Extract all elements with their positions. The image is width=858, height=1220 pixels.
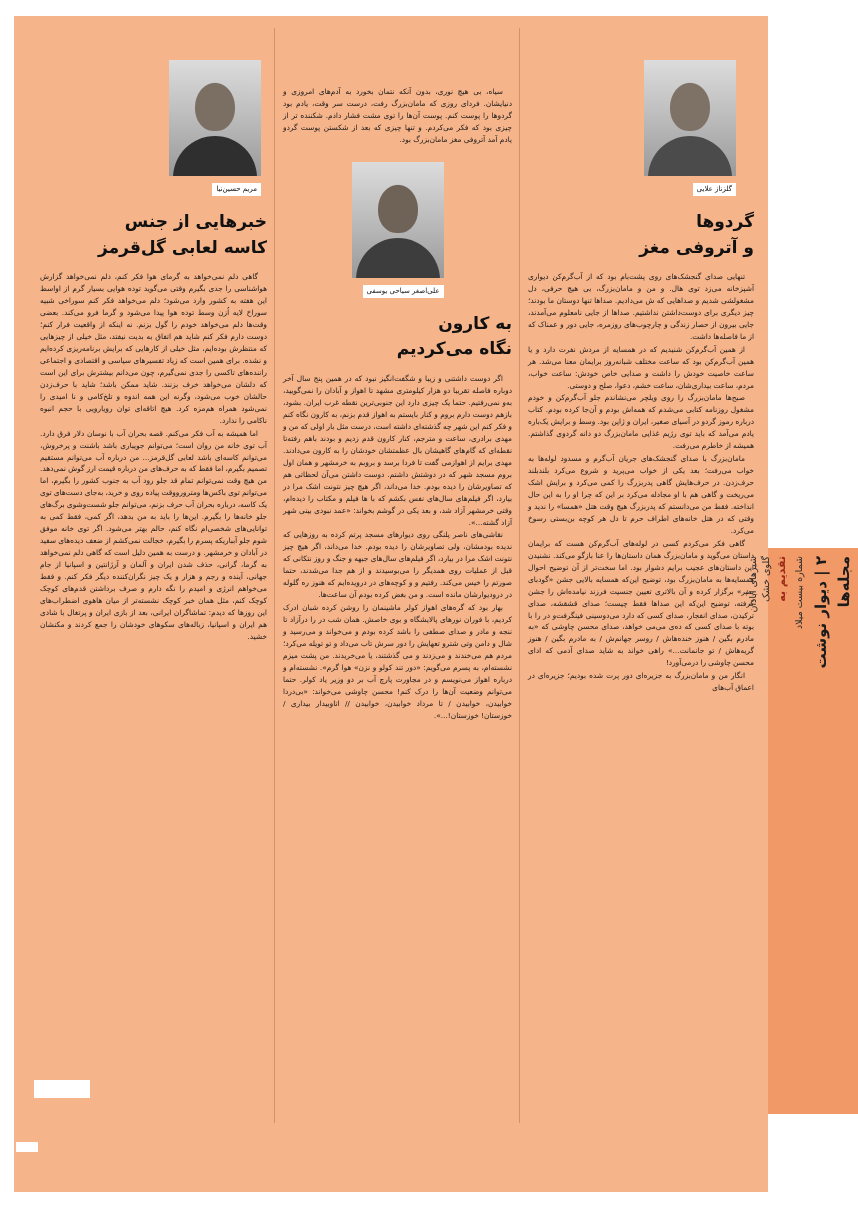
spine-section-label: مجله‌ها: [834, 556, 853, 608]
spine-sub-line-2: شیرهای آبادان: [747, 556, 759, 613]
paragraph: مامان‌بزرگ با صدای گنجشک‌های جریان آب‌گرم و مسدود لوله‌ها به خواب می‌رفت؛ بعد یکی از خواب می‌پرید و شروع می‌کرد بلندبلند حرف‌زدن. در حرف‌هایش گاهی پدربزرگ را کمی می‌کرد و برایش اشک می‌ریخت و گاهی هم با او مجادله می‌کرد بر این که چرا او را به این حال انداخته. فقط من می‌دانستم که پدربزرگ هیچ وقت هتل «همسا» را ندید و وقتی که در هتل خانه‌های اطراف حرم تا دل هر کوچه بن‌بستی رسوخ می‌کرد.: [528, 453, 754, 535]
headline-news: [40, 210, 267, 261]
byline-golnaz-alaei: گلزناز علایی: [693, 183, 736, 196]
body-news: [40, 271, 267, 643]
spine-issue-line: شماره بیست میلاد: [793, 556, 805, 630]
paragraph: بهار بود که گره‌های اهواز کولر ماشینمان را روشن کرده شبان ادرک کردیم، با فوران نورهای پالایشگاه و بوی خاصش. همان شب در را درآزاد تا ننجه و مادر و صدای صطفی را باشد کرده بودم و می‌خواند و می‌رسید و شال و دامن وتی شترو تعهایش را دور سرش تاب می‌داد و تو تویله می‌کرد؛ مردم هم می‌خندند و می‌زدند و می گذشتند، یا می‌خریدند. من پشت میزم نشسته‌ام، به پسرم می‌گویم: «دور تند کولو و نزن» هوا گرم». نشسته‌ام و درباره اهواز می‌نویسم و در مجاورت پارچ آب بر دو وزیر یاد کولر. حتما می‌توانم وضعیت آن‌ها را درک کنم! محسن چاوشی می‌خواند: «بی‌دردا خوابیدن، خوابیدن / تا مرداد خوابیدن، خوابیدن // اتاوبیدار بیداری / خوزستان! خوزستان!...».: [283, 603, 512, 720]
paragraph: از همین آب‌گرم‌کن شنیدیم که در همسایه از مردش نفرت دارد و یا همین آب‌گرم‌کن بود که ساعت مختلف شبانه‌روز برایمان معنا می‌شد. هر ساعت خاصیت خودش را داشت و صدایی خاص خودش: ساعت خواب، مردم، ساعت بیداری‌شان، ساعت خشم، دعوا، صلح و دوستی.: [528, 344, 754, 390]
article-walnuts: [520, 60, 762, 1160]
headline-caravan: [283, 312, 512, 363]
article-news: [32, 60, 275, 1160]
top-trim: [14, 0, 858, 16]
paragraph: اگر دوست داشتنی و زیبا و شگفت‌انگیز نبود که در همین پنج سال آخر دوباره فاصله تقریبا دو هزار کیلومتری مشهد تا اهواز و آبادان را نمی‌گویید، به‌و نمی‌رفتیم. حتما یک چیزی دارد این جنوبی‌ترین نقطه غرب ایران. بشود، بازهم دوست دارم بروم و کنار بایستم به اهواز قدم بزنم، به کارون نگاه کنم و فکر کنم این شهر چه گذشته‌ای داشته است، درست مثل بار اولی که من و مهدی برادری، ساعت و مترجم، کنار کارون قدم زدیم و بودند باهم رفته‌تا نقطه‌ای که گام‌های گاهیشان بال عظمتشان خودشان را به کارون می‌دادند. مهدی برایم از اهوازمی گفت تا فردا برسد و بروبم به خرمشهر و همان اول بروم مسجد شهر که در دوشتش داشتم. دوست داشتن می‌آن لحظاتی هم که تصاویرشان را دیده بودم. خدا می‌داند، اگر هیچ چیز نتونت اشک مرا در بیارد، اگر فیلم‌های سال‌های نفس بکشم که با ها فیلم و مکتاب را دیده‌ام، وقتی خرمشهر آزاد شد، و بعد یکی در گوشم بخواند: «عمد نبودی بینی شهر آزاد گشته...».: [283, 373, 512, 527]
spine-divider: |: [812, 570, 830, 582]
author-photo-maryam-hosseinnia: [169, 60, 261, 176]
body-walnuts: [528, 271, 754, 694]
spine-page-number-text: ۲: [812, 556, 830, 566]
intro-caravan: [283, 86, 512, 146]
spine-text-block: [747, 556, 853, 1116]
photo-head-shape: [195, 83, 235, 131]
paragraph: تنهایی صدای گنجشک‌های روی پشت‌بام بود که از آب‌گرم‌کن دیواری آشپزخانه می‌زد توی هال. و من و مامان‌بزرگ، بی هیچ حرفی، دل مشغولشی شدیم و صداهایی که ش می‌دادیم. صداها تنها دوستان ما بودند؛ چیز دیگری برای دوست‌داشتن نداشتیم. صداها از جایی نامعلوم می‌آمدند، جایی بیرون از حصار زندگی و چارچوب‌های روزمره، جایی دور و عمناک که از ما فاصله‌ها داشت.: [528, 272, 754, 341]
headline-walnuts-line2: و آتروفی مغز: [639, 237, 754, 258]
paragraph: نقاشی‌های ناصر پلنگی روی دیوارهای مسجد پرتم کرده به روزهایی که نديده بودمشان، ولی تصاویرشان را دیده بودم. خدا می‌داند، اگر هیچ چیز نتونت اشک مرا در بیارد، اگر فیلم‌های سال‌های جبهه و جنگ و روز نتکانی که قبل از عملیات روی همدیگر را می‌بوسیدند و از هم جدا می‌شدند، حتما صورتم را خیس می‌کند. رفتیم و و کوچه‌های در درویده‌ایم که هنوز ره گلوله در درودیوارشان مانده است. و من بغض کرده بودم آن ساعت‌ها.: [283, 530, 512, 600]
paragraph: سیاه، بی هیچ نوری، بدون آنکه نتمان بخورد به آدم‌های امروزی و دنیایشان. فردای روزی که مامان‌بزرگ رفت، درست سر وقت، یادم بود گردوها را پوست کنم. پوست آن‌ها را توی مشت فشار دادم. شکننده تر از چیزی بود که فکر می‌کردم. و تنها چیزی که بعد از شکستن پوست گردو یادم آمد آتروفی مغز مامان‌بزرگ بود.: [283, 87, 512, 144]
spine-kicker: تقدیم به: [775, 556, 789, 602]
article-caravan: [275, 60, 520, 1160]
print-mark-1: [34, 1080, 90, 1098]
body-caravan: [283, 373, 512, 722]
photo-head-shape: [670, 83, 710, 131]
spine-bottom-white: [768, 1114, 858, 1192]
spine-sub-line-1: گلوی خشک: [761, 556, 773, 602]
byline-maryam-hosseinnia: مریم حسین‌نیا: [212, 183, 261, 196]
photo-head-shape: [378, 185, 418, 233]
byline-alireza-siyahi-yousefi: علی‌اصغر سیاحی یوسفی: [363, 285, 444, 298]
paragraph: گاهی دلم نمی‌خواهد به گرمای هوا فکر کنم، دلم نمی‌خواهد گزارش هواشناسی را جدی بگیرم وقتی می‌گوید توده هوایی بسیار گرم از اواسط این هفته به کشور وارد می‌شود؛ دلم می‌خواهد فکر کنم سوراخی شبیه سوراخ لایه اُزن وسط توده هوا پیدا می‌شود و گرما فرو می‌کند. بعضی وقت‌ها دلم می‌خواهد خودم را گول بزنم. نه اینکه از واقعیت فرار کنم؛ دوست دارم فکر کنم شاید هم اتفاق به بدیت نیفتد، مثل خیلی از چیزهایی که منتظرش بوده‌ایم، مثل خیلی از کارهایی که برایش برنامه‌ریزی کرده‌ایم و نشده. برای همین است که زیاد تفسیرهای سیاسی و اقتصادی و اجتماعی راننده‌های تاکسی را جدی نمی‌گیرم، چون می‌دانم بیشترش برای این است که دلشان می‌خواهد خرف بزنند. شاید ممکن باشد؛ شاید با حرف‌زدن حالشان خوب می‌شود، وگرنه این همه اندوه و تلخ‌کامی و نا امیدی را نمی‌شود همراه هم‌مزه کرد. هیچ اتاقه‌ای توان رویارویی با حجم انبوه ناکامی را ندارد.: [40, 272, 267, 425]
spine-page-number: [813, 556, 830, 669]
headline-walnuts: [528, 210, 754, 261]
paragraph: اما همیشه به آب فکر می‌کنم. قصه بحران آب با نوسان دلار فرق دارد. آب توی خانه من روان است؛ می‌توانم جویباری باشد باشنت و پر‌خروش، می‌توانم کاسه‌ای باشد لعابی گل‌قرمز... من درباره آب می‌توانم مستقیم تصمیم بگیرم، اما فقط که به حرف‌های من درباره قیمت ارز گوش نمی‌دهد. من هیچ وقت نمی‌توانم تمام قد جلو رود آب به جنوب کشور را بگیرم، اما می‌توانم توی باکس‌ها ومترورووقت پیاده روی و خرید، به‌جای دست‌های توی یک کاسه، درباره بحران آب حرف بزنم، می‌توانم جلو شست‌و‌شوی برگ‌های جلو خانه‌ها را بگیرم. این‌ها را باید به من بدهد، اگر کمی، فقط کمی به توانایی‌های شخصی‌ام نگاه کنم، حالم بهتر می‌شود. اگر توی خانه موفق شوم جلو آبباریکه پسرم را بگیرم، خجالت نمی‌کشم از ضعف دیده‌های سفید در آبادان و خرمشهر. و درست به همین دلیل است که گاهی دلم نمی‌خواهد به گرما، گرانی، حذف شدن ایران و آلمان و آرژانتین و اسپانیا از جام جهانی، آینده و رجم و هزار و یک چیز نگران‌کننده دیگر فکر کنم. و فقط می‌خواهم انرژی و امیدم را نگه دارم و صرف برداشتن قدم‌های کوچک کوچک کنم، مثل همان خبر کوچک نشسته‌تر از میان هاهوی اضطراب‌های این روزها که دیدم: تماشاگران ایرانی، بعد از بازی ایران و پرتغال با شادی هم ایران و اسپانیا، زباله‌های سکوهای خودشان را جمع کردند و مکنشان خشید.: [40, 428, 267, 642]
headline-walnuts-line1: گردوها: [696, 212, 754, 232]
paragraph: گاهی فکر می‌کردم کسی در لوله‌های آب‌گرم‌کن هست که برایمان داستان می‌گوید و مامان‌بزرگ همان داستان‌ها را عنا بازگو می‌کند. نشنیدن این داستان‌های عجیب برایم دشوار بود. اما سخت‌تر از آن توضیح احوال همسایه‌ها به مامان‌بزرگ بود، توضیح این‌که همسایه بالایی جشن «گودبای پمپر» برگزار کرده و آن بالاتری تعیین جنسیت فرزند نیامده‌اش را جشن گرفته، توضیح این‌که این صداها فقط چیست؛ صدای قشقشه، صدای ترکیدن، صدای انفجار، صدای کسی که دارد می‌دوسینی فینگرفت‌و در را با بوته با صدای کسی که ده‌ی می‌می خواهد، صدای محسن چاوشی که «به مادرم بگین / هنوز خنده‌هاش / روسر جهانم‌ش / به مادرم بگین / هنوز گریه‌هاش / تو جانمانت...» راهی خواند به شاید صدای آدمی که ادای محسن چاوشی را درمی‌آورد!: [528, 538, 754, 668]
paragraph: انگار من و مامان‌بزرگ به جزیره‌ای دور پرت شده بودیم؛ جزیره‌ای در اعماق آب‌های: [528, 671, 754, 693]
headline-news-line2: کاسه لعابی گل‌قرمز: [98, 237, 267, 258]
spine-top-white: [768, 0, 858, 548]
left-gutter: [0, 0, 14, 1220]
paragraph: صبح‌ها مامان‌بزرگ را روی ویلچر می‌نشاندم جلو آب‌گرم‌کن و خودم مشغول روزنامه کتابی می‌شدم که همه‌اش بودم و آن‌جا کرده بودم. کتاب درباره رموز گردو در آسیای صغیر، ایران و ژاپن بود. وسط و برایش یک‌باره یادم می‌آمد که باید توی رژیم غذایی مامان‌بزرگ دو دانه گردوی گذاشتم. همیشه از خاطرم می‌رفت.: [528, 393, 754, 451]
headline-news-line1: خبرهایی از جنس: [124, 212, 267, 232]
bottom-gutter: [0, 1192, 858, 1220]
headline-caravan-line2: نگاه می‌کردیم: [396, 339, 512, 360]
author-photo-golnaz-alaei: [644, 60, 736, 176]
article-columns: [22, 60, 762, 1160]
author-photo-alireza-siyahi-yousefi: [352, 162, 444, 278]
headline-caravan-line1: به کارون: [438, 313, 512, 334]
spine-section-name: دیوار نوشت: [812, 581, 830, 669]
print-mark-2: [16, 1142, 38, 1152]
